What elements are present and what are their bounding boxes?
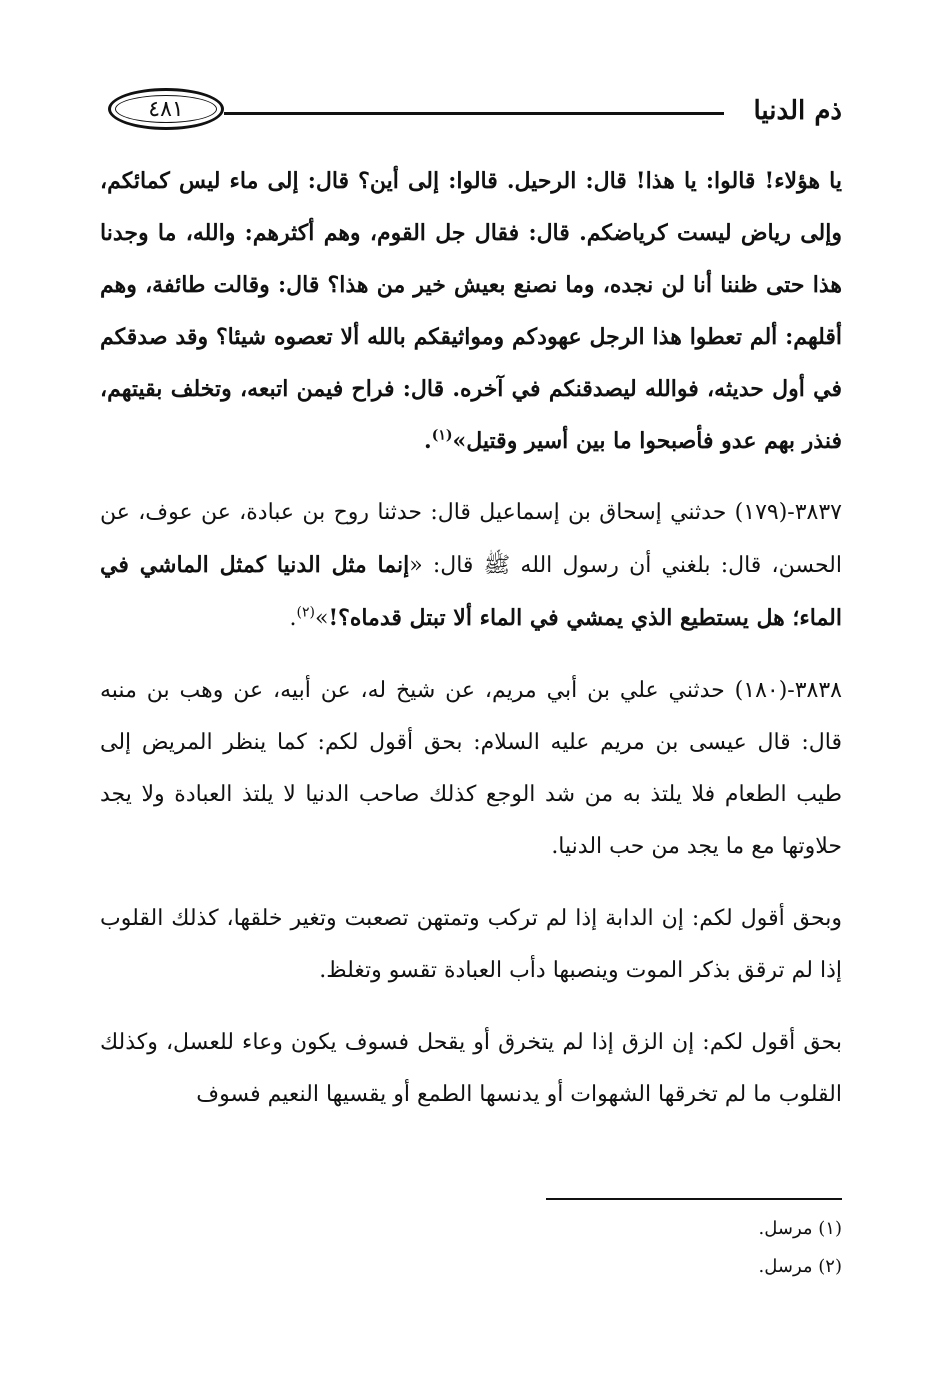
hadith-chain: ٣٨٣٧-(١٧٩) حدثني إسحاق بن إسماعيل قال: حدثنا روح بن عبادة، عن عوف، عن الحسن، قال: بلغني أن رسول الله ﷺ قال: « (100, 500, 842, 578)
paragraph-hadith-3838: ٣٨٣٨-(١٨٠) حدثني علي بن أبي مريم، عن شيخ له، عن أبيه، عن وهب بن منبه قال: قال عيسى بن مريم عليه السلام: بحق أقول لكم: كما ينظر المريض إلى طيب الطعام فلا يلتذ به من شد الوجع كذلك صاحب الدنيا لا يلتذ العبادة ولا يجد حلاوتها مع ما يجد من حب الدنيا. (100, 678, 842, 859)
paragraph-animal-analogy: وبحق أقول لكم: إن الدابة إذا لم تركب وتمتهن تصعبت وتغير خلقها، كذلك القلوب إذا لم ترقق بذكر الموت وينصبها دأب العبادة تقسو وتغلظ. (100, 906, 842, 983)
footnote-2: (٢) مرسل. (758, 1256, 842, 1277)
paragraph-hadith-3837 (100, 487, 842, 645)
footnotes (100, 1210, 842, 1286)
footnote-separator (546, 1198, 842, 1200)
paragraph-text: يا هؤلاء! قالوا: يا هذا! قال: الرحيل. قالوا: إلى أين؟ قال: إلى ماء ليس كمائكم، وإلى رياض ليست كرياضكم. قال: فقال جل القوم، وهم أكثرهم: والله، ما وجدنا هذا حتى ظننا أنا لن نجده، وما نصنع بعيش خير من هذا؟ قال: وقالت طائفة، وهم أقلهم: ألم تعطوا هذا الرجل عهودكم ومواثيقكم بالله ألا تعصوه شيئا؟ وقد صدقكم في أول حديثه، فوالله ليصدقنكم في آخره. قال: فراح فيمن اتبعه، وتخلف بقيتهم، فنذر بهم عدو فأصبحوا ما بين أسير وقتيل» (100, 168, 842, 454)
header-rule (224, 112, 724, 115)
hadith-quote: إنما مثل الدنيا كمثل الماشي في الماء؛ هل يستطيع الذي يمشي في الماء ألا تبتل قدماه؟! (100, 552, 842, 631)
paragraph-period: . (424, 428, 432, 454)
page-number-oval (108, 88, 224, 130)
paragraph-wineskin-analogy: بحق أقول لكم: إن الزق إذا لم يتخرق أو يقحل فسوف يكون وعاء للعسل، وكذلك القلوب ما لم تخرقها الشهوات أو يدنسها الطمع أو يقسيها النعيم فسوف (100, 1030, 842, 1107)
footnote-ref-1: (١) (431, 427, 453, 444)
paragraph-narration-end (100, 155, 842, 467)
paragraph-period: . (289, 606, 297, 631)
footnote-1: (١) مرسل. (758, 1218, 842, 1239)
page-number: ٤٨١ (148, 97, 184, 122)
running-title: ذم الدنيا (753, 96, 842, 126)
running-header (100, 88, 842, 148)
quote-close-mark: » (315, 606, 329, 631)
footnote-ref-2: (٢) (296, 604, 316, 621)
main-text (100, 155, 842, 1141)
